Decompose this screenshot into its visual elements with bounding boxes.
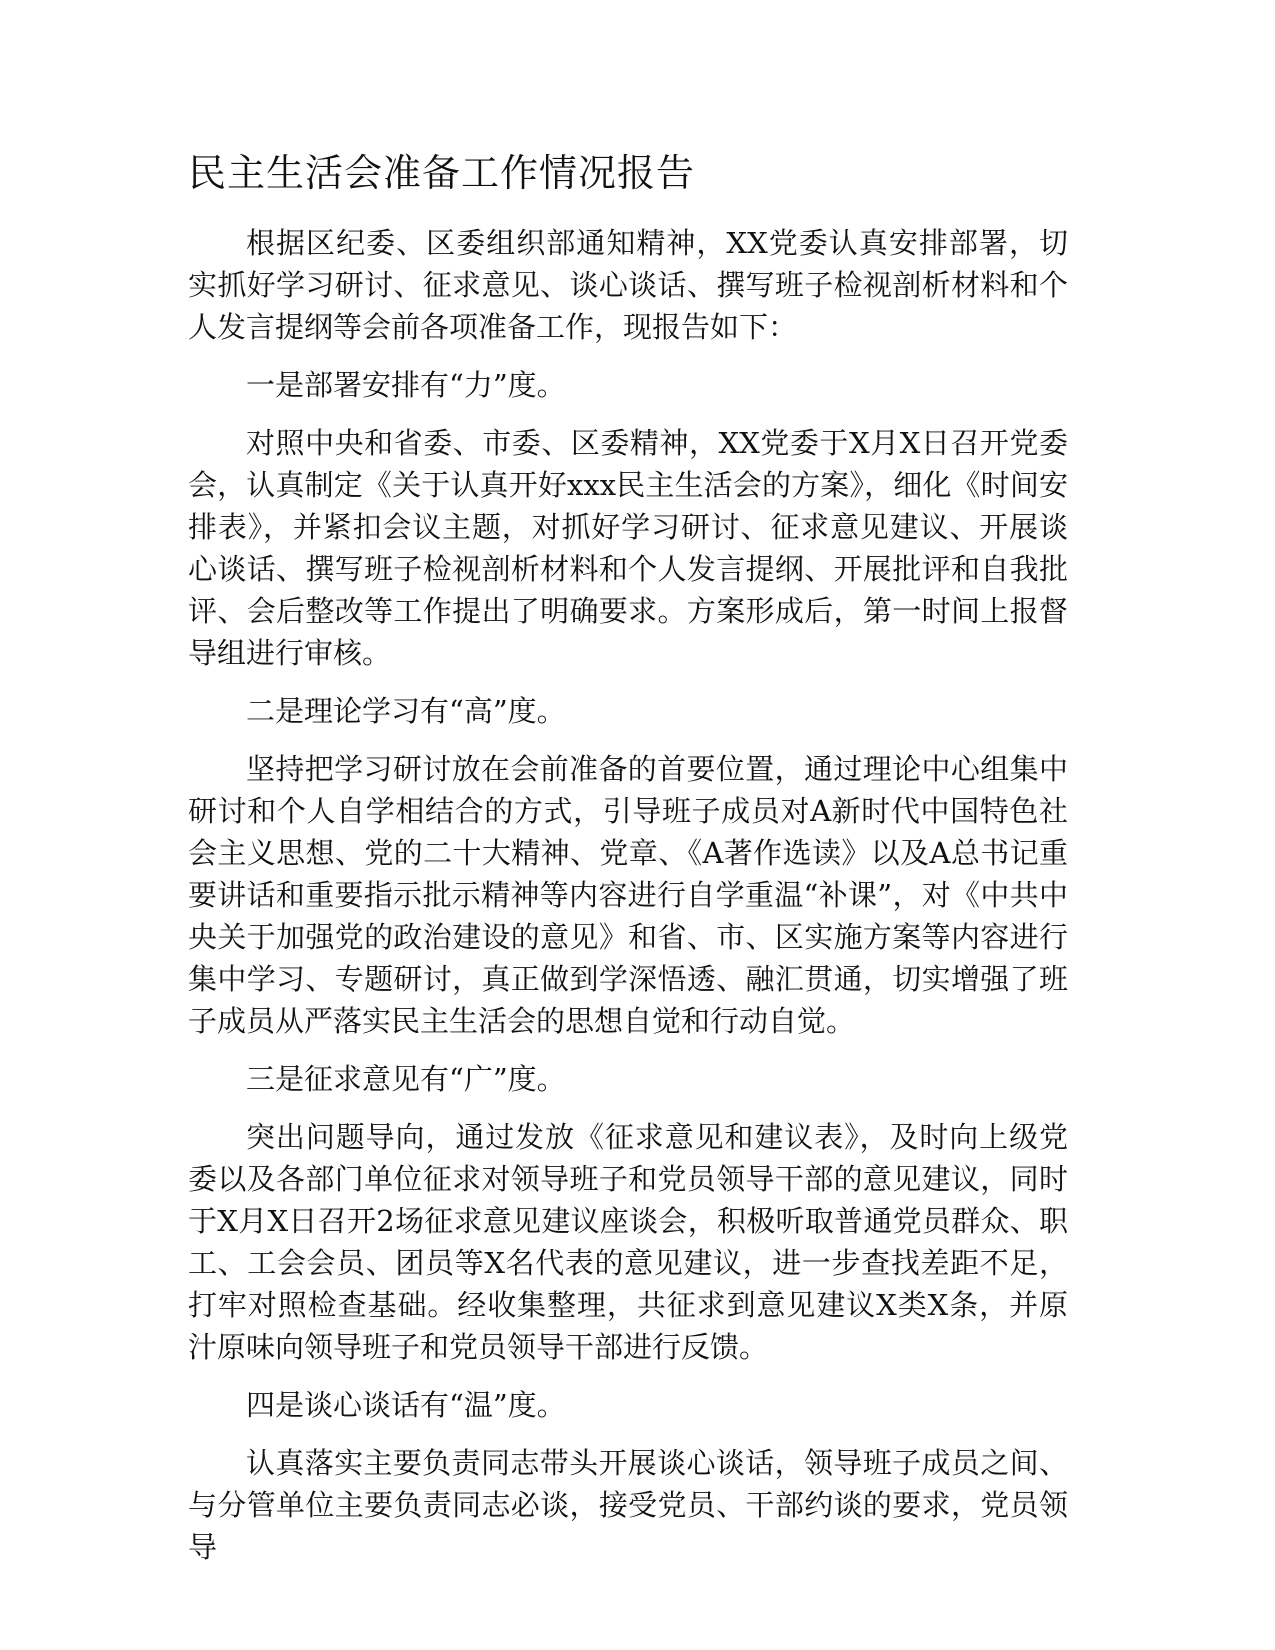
section-paragraph-1: 对照中央和省委、市委、区委精神，XX党委于X月X日召开党委会，认真制定《关于认真开好xxx民主生活会的方案》，细化《时间安排表》，并紧扣会议主题，对抓好学习研讨、征求意见建议、开展谈心谈话、撰写班子检视剖析材料和个人发言提纲、开展批评和自我批评、会后整改等工作提出了明确要求。方案形成后，第一时间上报督导组进行审核。 <box>188 426 1068 670</box>
section-heading-2: 二是理论学习有“高”度。 <box>246 694 566 728</box>
section-paragraph-3: 突出问题导向，通过发放《征求意见和建议表》，及时向上级党委以及各部门单位征求对领导班子和党员领导干部的意见建议，同时于X月X日召开2场征求意见建议座谈会，积极听取普通党员群众、职工、工会会员、团员等X名代表的意见建议，进一步查找差距不足，打牢对照检查基础。经收集整理，共征求到意见建议X类X条，并原汁原味向领导班子和党员领导干部进行反馈。 <box>188 1120 1068 1364</box>
section-heading-4: 四是谈心谈话有“温”度。 <box>246 1388 566 1422</box>
section-paragraph-4: 认真落实主要负责同志带头开展谈心谈话，领导班子成员之间、与分管单位主要负责同志必谈，接受党员、干部约谈的要求，党员领导 <box>188 1446 1068 1564</box>
section-paragraph-2: 坚持把学习研讨放在会前准备的首要位置，通过理论中心组集中研讨和个人自学相结合的方式，引导班子成员对A新时代中国特色社会主义思想、党的二十大精神、党章、《A著作选读》以及A总书记重要讲话和重要指示批示精神等内容进行自学重温“补课”，对《中共中央关于加强党的政治建设的意见》和省、市、区实施方案等内容进行集中学习、专题研讨，真正做到学深悟透、融汇贯通，切实增强了班子成员从严落实民主生活会的思想自觉和行动自觉。 <box>188 752 1068 1038</box>
section-heading-3: 三是征求意见有“广”度。 <box>246 1062 566 1096</box>
section-heading-1: 一是部署安排有“力”度。 <box>246 368 566 402</box>
intro-paragraph: 根据区纪委、区委组织部通知精神，XX党委认真安排部署，切实抓好学习研讨、征求意见、谈心谈话、撰写班子检视剖析材料和个人发言提纲等会前各项准备工作，现报告如下： <box>188 226 1068 344</box>
document-title: 民主生活会准备工作情况报告 <box>188 151 696 195</box>
document-body <box>188 222 1068 1584</box>
